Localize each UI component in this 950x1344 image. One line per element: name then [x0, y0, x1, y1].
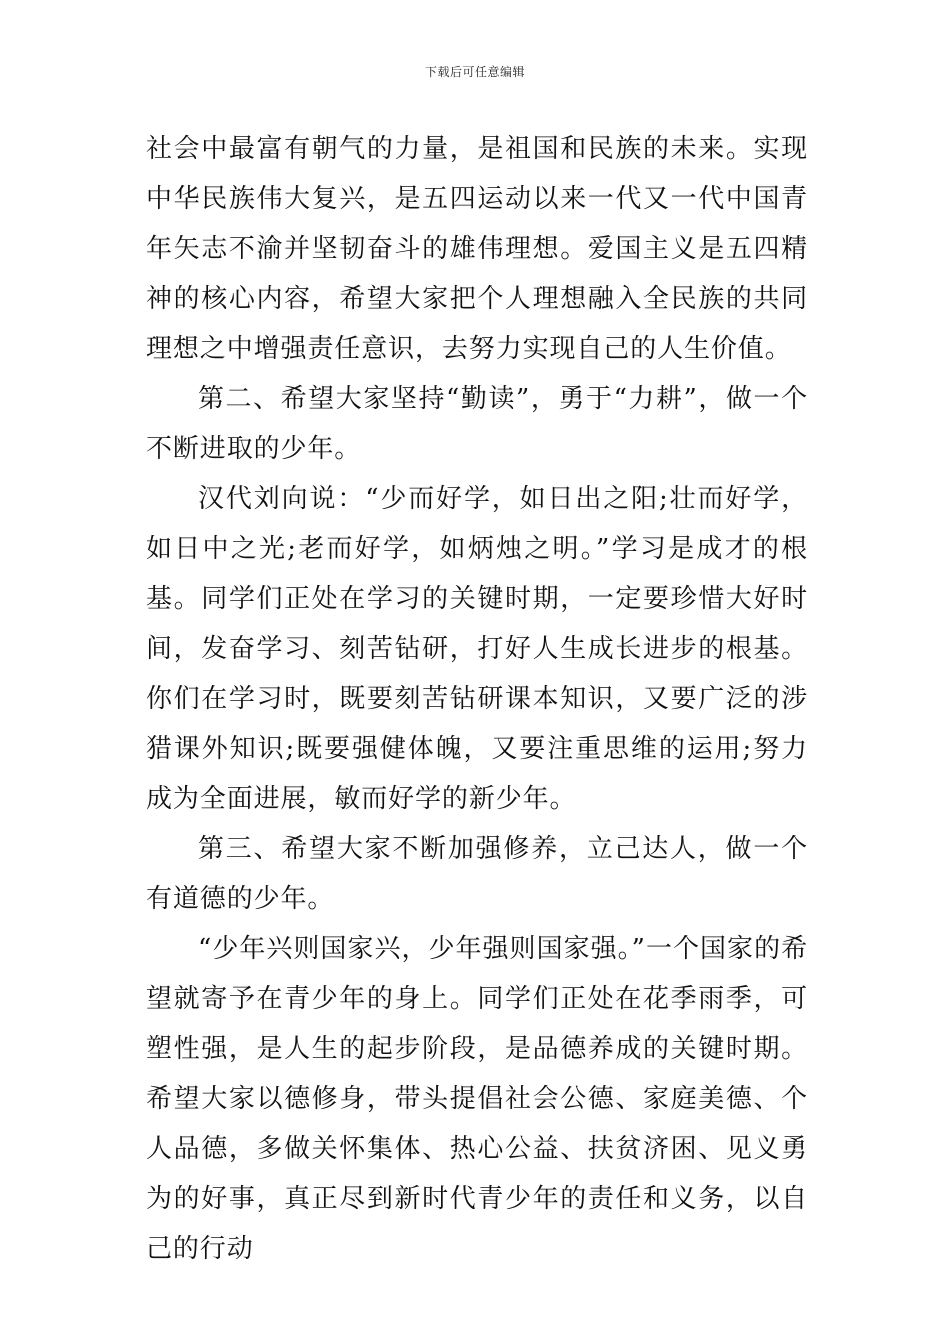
- page-header-note: 下载后可任意编辑: [424, 65, 525, 79]
- paragraph-point-two: 第二、希望大家坚持“勤读”，勇于“力耕”，做一个不断进取的少年。: [146, 384, 808, 464]
- paragraph-youth-quote: “少年兴则国家兴，少年强则国家强。”一个国家的希望就寄予在青少年的身上。同学们正处在花季雨季，可塑性强，是人生的起步阶段，是品德养成的关键时期。希望大家以德修身，带头提倡社会公德、家庭美德、个人品德，多做关怀集体、热心公益、扶贫济困、见义勇为的好事，真正尽到新时代青少年的责任和义务，以自己的行动: [146, 934, 808, 1264]
- document-body: [146, 124, 808, 1274]
- paragraph-point-three: 第三、希望大家不断加强修养，立己达人，做一个有道德的少年。: [146, 834, 808, 914]
- paragraph-liu-xiang-quote: 汉代刘向说：“少而好学，如日出之阳;壮而好学，如日中之光;老而好学，如炳烛之明。”学习是成才的根基。同学们正处在学习的关键时期，一定要珍惜大好时间，发奋学习、刻苦钻研，打好人生成长进步的根基。你们在学习时，既要刻苦钻研课本知识，又要广泛的涉猎课外知识;既要强健体魄，又要注重思维的运用;努力成为全面进展，敏而好学的新少年。: [146, 484, 808, 814]
- paragraph-continuation: 社会中最富有朝气的力量，是祖国和民族的未来。实现中华民族伟大复兴，是五四运动以来一代又一代中国青年矢志不渝并坚韧奋斗的雄伟理想。爱国主义是五四精神的核心内容，希望大家把个人理想融入全民族的共同理想之中增强责任意识，去努力实现自己的人生价值。: [146, 134, 808, 364]
